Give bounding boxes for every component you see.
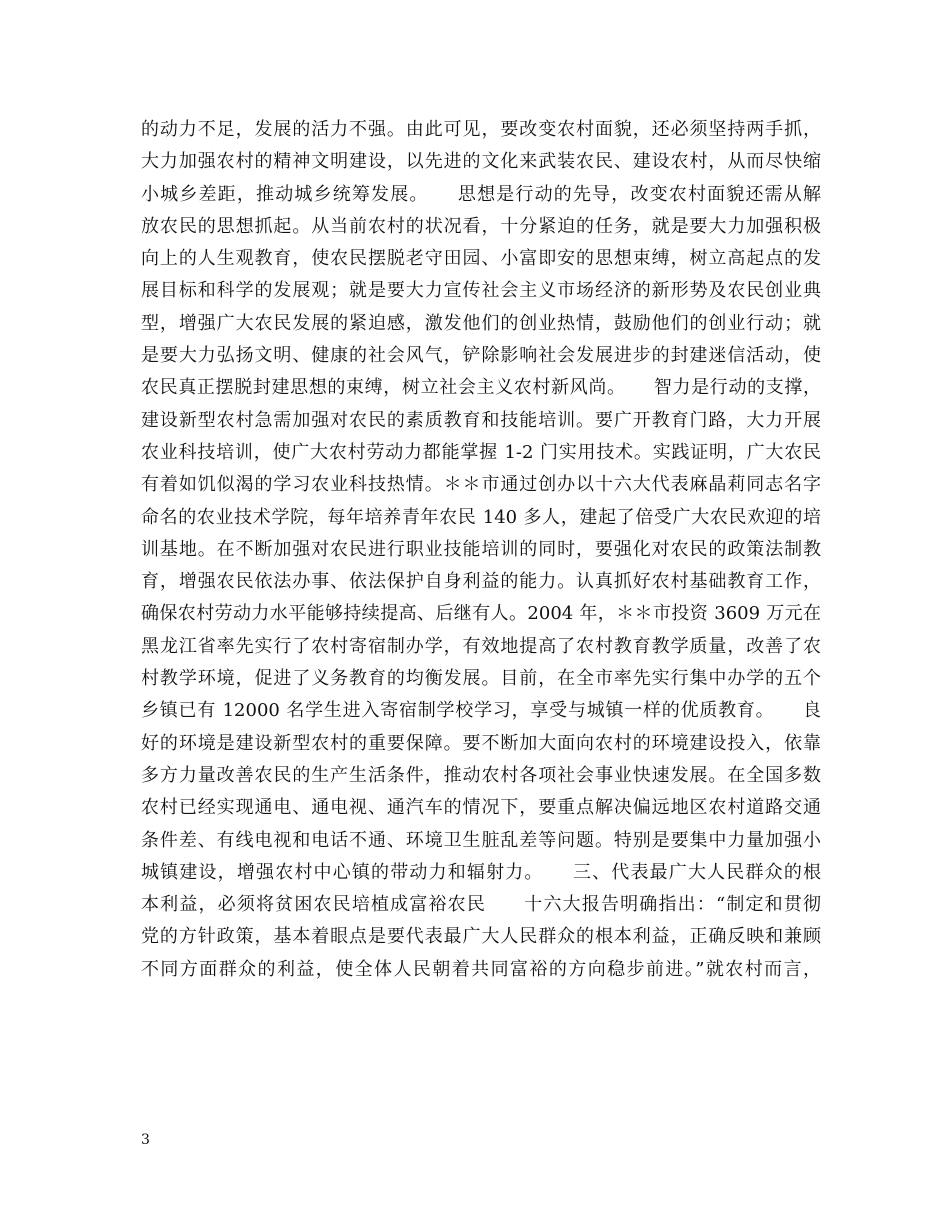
- text-line: 农村已经实现通电、通电视、通汽车的情况下，要重点解决偏远地区农村道路交通: [141, 797, 821, 819]
- text-line: 大力加强农村的精神文明建设，以先进的文化来武装农民、建设农村，从而尽快缩: [141, 151, 821, 173]
- text-line: 是要大力弘扬文明、健康的社会风气，铲除影响社会发展进步的封建迷信活动，使: [141, 345, 821, 367]
- text-line: 条件差、有线电视和电话不通、环境卫生脏乱差等问题。特别是要集中力量加强小: [141, 829, 821, 851]
- text-line: 型，增强广大农民发展的紧迫感，激发他们的创业热情，鼓励他们的创业行动；就: [141, 312, 821, 334]
- text-line: 黑龙江省率先实行了农村寄宿制办学，有效地提高了农村教育教学质量，改善了农: [141, 635, 821, 657]
- text-line: 向上的人生观教育，使农民摆脱老守田园、小富即安的思想束缚，树立高起点的发: [141, 248, 821, 270]
- text-line: 确保农村劳动力水平能够持续提高、后继有人。2004 年，＊＊市投资 3609 万元在: [141, 603, 821, 625]
- text-line: 本利益，必须将贫困农民培植成富裕农民 十六大报告明确指出：“制定和贯彻: [141, 894, 821, 916]
- text-line: 农业科技培训，使广大农村劳动力都能掌握 1-2 门实用技术。实践证明，广大农民: [141, 441, 821, 463]
- text-line: 的动力不足，发展的活力不强。由此可见，要改变农村面貌，还必须坚持两手抓，: [141, 119, 821, 140]
- text-line: 党的方针政策，基本着眼点是要代表最广大人民群众的根本利益，正确反映和兼顾: [141, 926, 821, 948]
- text-line: 城镇建设，增强农村中心镇的带动力和辐射力。 三、代表最广大人民群众的根: [141, 861, 821, 883]
- text-line: 好的环境是建设新型农村的重要保障。要不断加大面向农村的环境建设投入，依靠: [141, 732, 821, 754]
- text-line: 训基地。在不断加强对农民进行职业技能培训的同时，要强化对农民的政策法制教: [141, 538, 821, 560]
- text-line: 农民真正摆脱封建思想的束缚，树立社会主义农村新风尚。 智力是行动的支撑，: [141, 377, 821, 399]
- text-line: 村教学环境，促进了义务教育的均衡发展。目前，在全市率先实行集中办学的五个: [141, 668, 821, 690]
- body-text: [141, 114, 821, 986]
- text-line: 放农民的思想抓起。从当前农村的状况看，十分紧迫的任务，就是要大力加强积极: [141, 215, 821, 237]
- text-line: 乡镇已有 12000 名学生进入寄宿制学校学习，享受与城镇一样的优质教育。 良: [141, 700, 821, 722]
- text-line: 小城乡差距，推动城乡统筹发展。 思想是行动的先导，改变农村面貌还需从解: [141, 183, 821, 205]
- text-line: 育，增强农民依法办事、依法保护自身利益的能力。认真抓好农村基础教育工作，: [141, 571, 821, 593]
- text-line: 不同方面群众的利益，使全体人民朝着共同富裕的方向稳步前进。”就农村而言，: [141, 958, 821, 980]
- text-line: 建设新型农村急需加强对农民的素质教育和技能培训。要广开教育门路，大力开展: [141, 409, 821, 431]
- text-line: 有着如饥似渴的学习农业科技热情。＊＊市通过创办以十六大代表麻晶莉同志名字: [141, 474, 821, 496]
- text-line: 展目标和科学的发展观；就是要大力宣传社会主义市场经济的新形势及农民创业典: [141, 280, 821, 302]
- text-line: 命名的农业技术学院，每年培养青年农民 140 多人，建起了倍受广大农民欢迎的培: [141, 506, 821, 528]
- page-number: 3: [141, 1132, 150, 1148]
- text-line: 多方力量改善农民的生产生活条件，推动农村各项社会事业快速发展。在全国多数: [141, 764, 821, 786]
